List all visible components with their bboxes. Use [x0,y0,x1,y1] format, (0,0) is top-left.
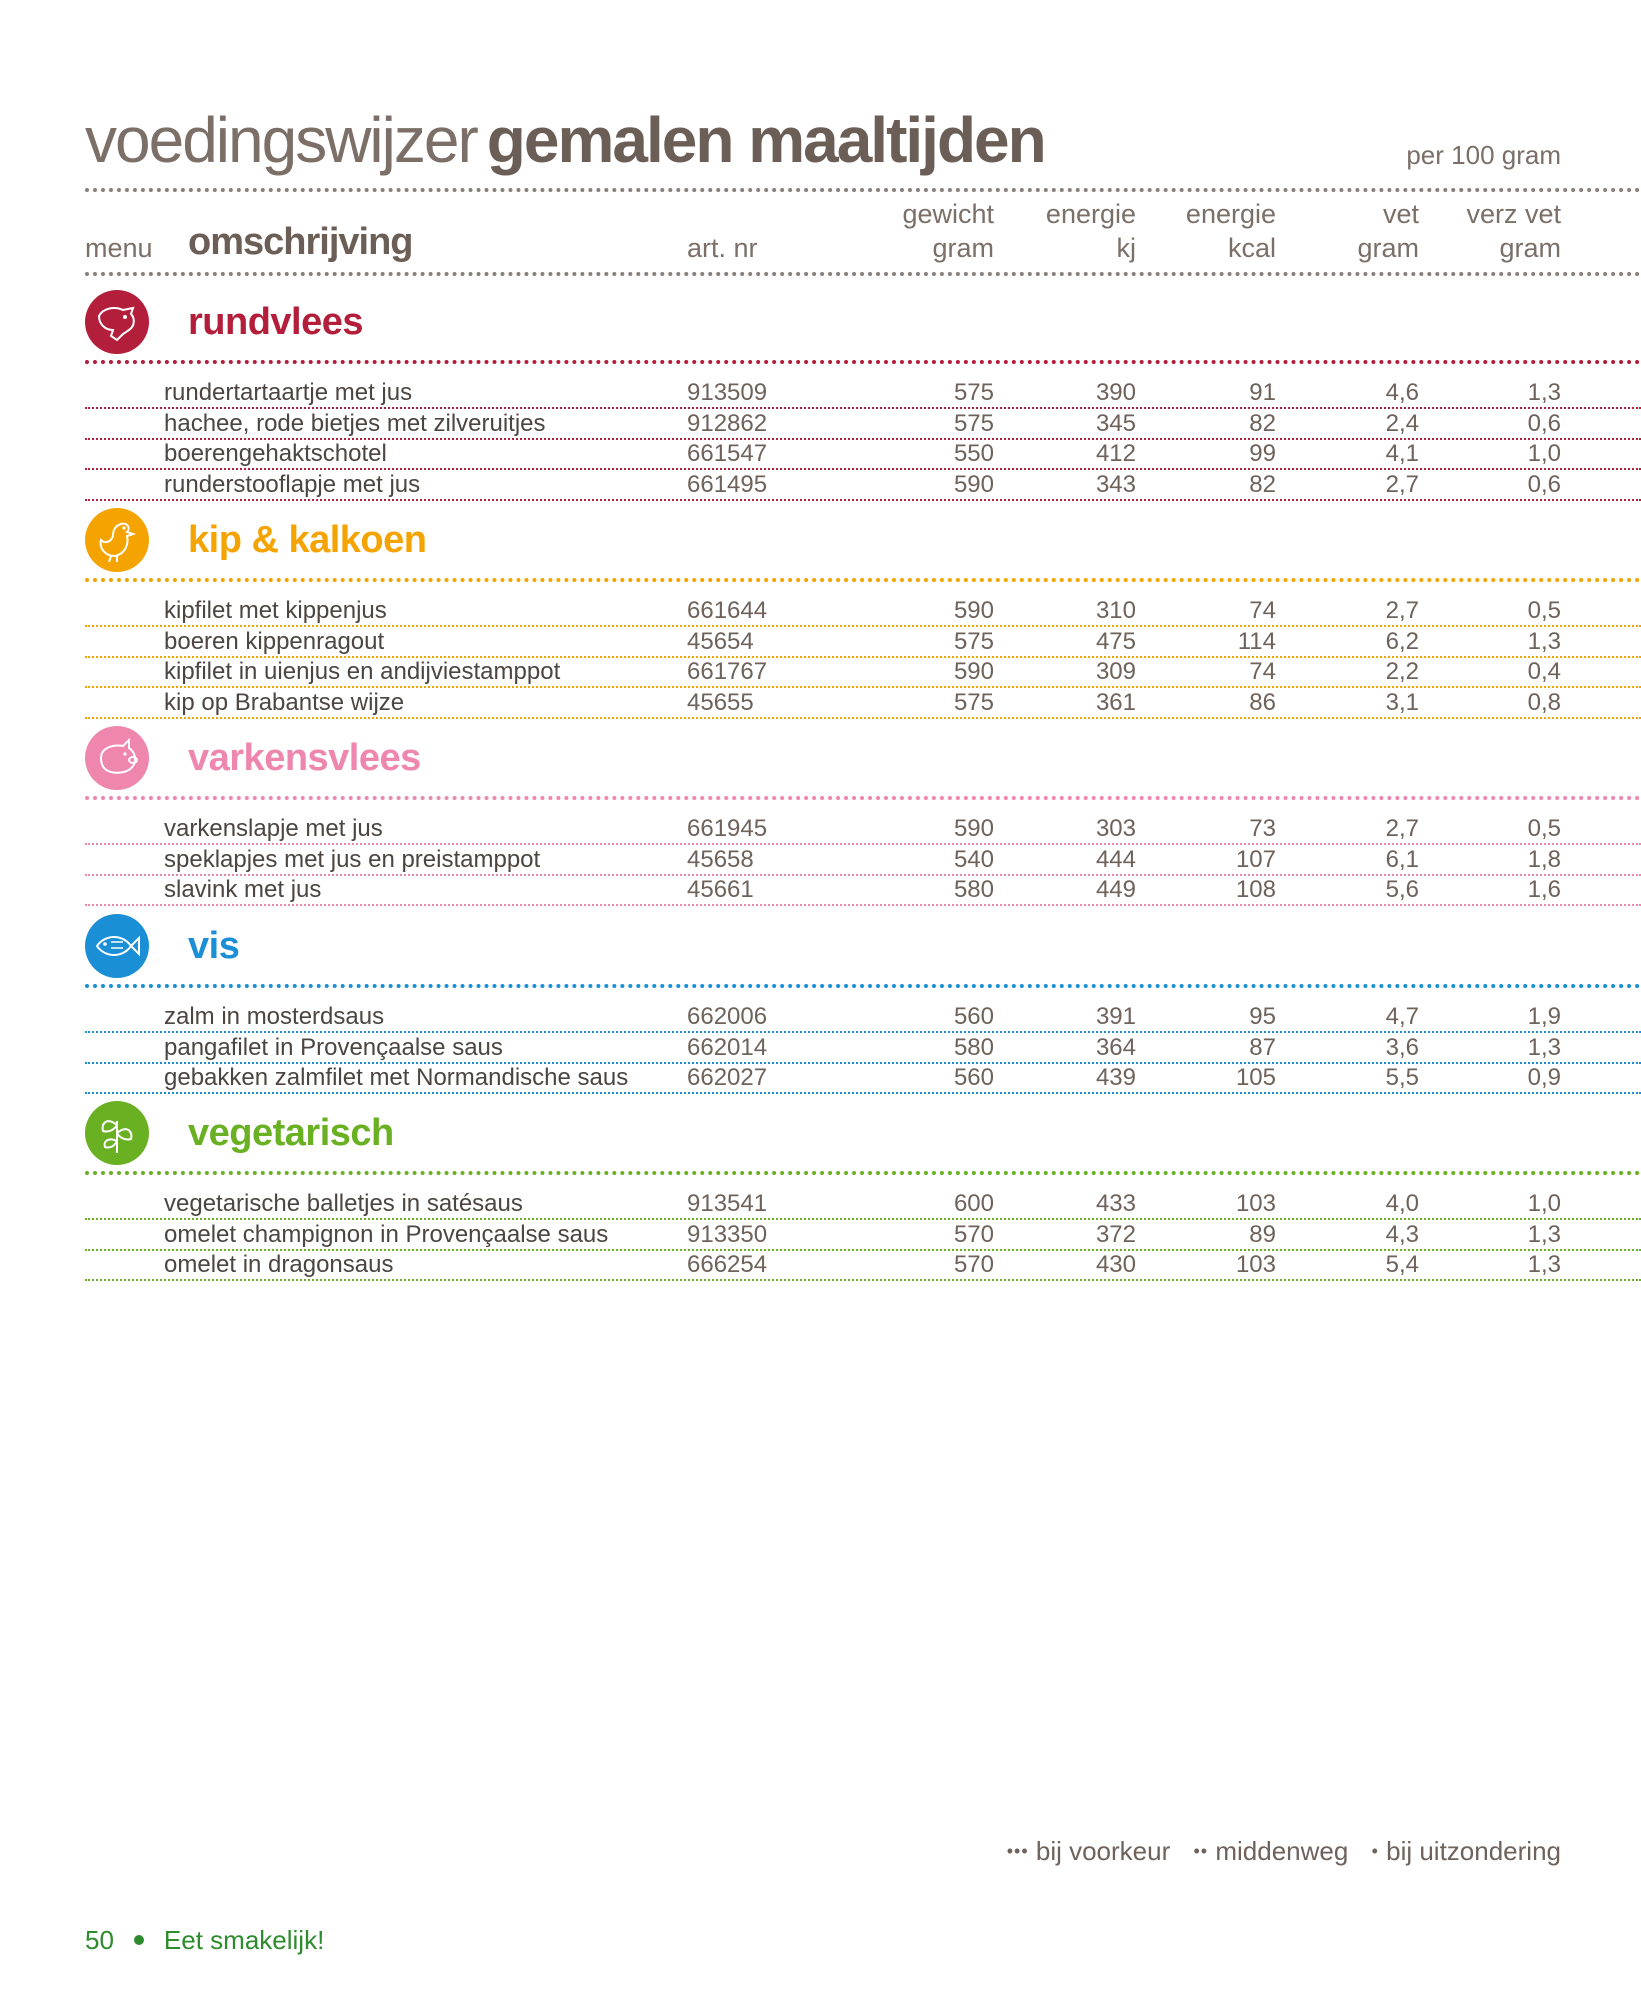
legend-dots-3: ••• [1006,1841,1029,1861]
legend-dots-2: •• [1193,1841,1209,1861]
section-rundvlees [0,290,1641,510]
energy-kcal: 114 [1237,627,1276,655]
table-row [0,814,1641,844]
fat-gram: 5,4 [1385,1251,1419,1278]
fat-gram: 5,5 [1385,1064,1419,1091]
weight-gram: 600 [953,1190,994,1217]
table-row [0,596,1641,626]
dish-name: vegetarische balletjes in satésaus [164,1190,523,1217]
weight-gram: 580 [953,1033,994,1061]
article-number: 662006 [687,1003,768,1030]
saturated-fat-gram: 0,6 [1527,470,1561,498]
fat-gram: 2,7 [1385,815,1419,842]
energy-kj: 361 [1095,688,1136,716]
section-divider [85,578,1641,582]
col-energie-kj-line1: energie [1045,199,1136,229]
page-footer [85,1925,324,1956]
dish-name: hachee, rode bietjes met zilveruitjes [164,409,546,437]
weight-gram: 560 [953,1064,994,1091]
col-art-nr: art. nr [687,233,758,263]
title-light: voedingswijzer [85,104,477,176]
energy-kj: 449 [1095,876,1136,903]
energy-kcal: 86 [1249,688,1276,716]
legend-label: bij uitzondering [1386,1836,1561,1866]
dish-name: boeren kippenragout [164,627,385,655]
weight-gram: 560 [953,1003,994,1030]
dish-name: varkenslapje met jus [164,815,383,842]
col-gewicht-line1: gewicht [902,199,994,229]
saturated-fat-gram: 1,8 [1527,845,1561,873]
table-row [0,688,1641,718]
saturated-fat-gram: 0,5 [1527,597,1561,624]
table-row [0,378,1641,408]
fat-gram: 2,7 [1385,597,1419,624]
saturated-fat-gram: 1,3 [1527,1033,1561,1061]
dish-name: kip op Brabantse wijze [164,688,405,716]
dish-name: gebakken zalmfilet met Normandische saus [164,1064,629,1091]
table-row [0,470,1641,500]
section-title: varkensvlees [188,737,421,779]
saturated-fat-gram: 1,3 [1527,379,1561,406]
col-energie-kj [1046,197,1136,265]
article-number: 661495 [687,470,768,498]
weight-gram: 590 [953,597,994,624]
energy-kcal: 95 [1249,1003,1276,1030]
vegetable-icon [85,1101,149,1165]
col-vet-line1: vet [1382,199,1419,229]
footer-bullet [134,1935,144,1945]
energy-kcal: 91 [1249,379,1276,406]
section-divider [85,360,1641,364]
dish-name: slavink met jus [164,876,322,903]
article-number: 666254 [687,1251,768,1278]
pig-icon [85,726,149,790]
col-gewicht-line2: gram [932,233,994,263]
col-energie-kcal [1186,197,1276,265]
saturated-fat-gram: 1,0 [1527,1190,1561,1217]
article-number: 45658 [687,845,754,873]
row-divider [85,717,1641,719]
saturated-fat-gram: 1,9 [1527,1003,1561,1030]
title-bold: gemalen maaltijden [486,104,1045,176]
section-vis [0,914,1641,1104]
dish-name: omelet in dragonsaus [164,1251,394,1278]
energy-kj: 439 [1095,1064,1136,1091]
col-verz-vet-line1: verz vet [1466,199,1561,229]
saturated-fat-gram: 0,4 [1527,658,1561,685]
table-row [0,627,1641,657]
col-menu: menu [85,233,153,263]
table-row [0,1250,1641,1280]
col-gewicht [902,197,994,265]
energy-kj: 412 [1095,440,1136,467]
dish-name: kipfilet in uienjus en andijviestamppot [164,658,561,685]
energy-kj: 364 [1095,1033,1136,1061]
footer-text: Eet smakelijk! [163,1925,325,1955]
legend-item-preferred [1007,1836,1171,1866]
energy-kcal: 74 [1249,658,1276,685]
row-divider [85,1092,1641,1094]
header-divider [85,272,1641,276]
weight-gram: 540 [953,845,994,873]
row-divider [85,1279,1641,1281]
dish-name: kipfilet met kippenjus [164,597,387,624]
energy-kj: 303 [1095,815,1136,842]
section-title: vis [188,925,240,967]
article-number: 661767 [687,658,768,685]
col-vet-line2: gram [1357,233,1419,263]
article-number: 912862 [687,409,768,437]
table-row [0,1033,1641,1063]
fat-gram: 4,1 [1385,440,1419,467]
dish-name: zalm in mosterdsaus [164,1003,385,1030]
fat-gram: 3,6 [1385,1033,1419,1061]
saturated-fat-gram: 0,5 [1527,815,1561,842]
saturated-fat-gram: 0,8 [1527,688,1561,716]
legend-item-exception [1372,1836,1561,1866]
saturated-fat-gram: 1,0 [1527,440,1561,467]
weight-gram: 575 [953,379,994,406]
dish-name: rundertartaartje met jus [164,379,413,406]
energy-kcal: 89 [1249,1220,1276,1248]
energy-kcal: 107 [1235,845,1276,873]
saturated-fat-gram: 0,9 [1527,1064,1561,1091]
col-energie-kcal-line2: kcal [1227,233,1276,263]
weight-gram: 575 [953,627,994,655]
fat-gram: 3,1 [1385,688,1419,716]
energy-kj: 391 [1095,1003,1136,1030]
section-kip-kalkoen [0,508,1641,728]
energy-kj: 309 [1095,658,1136,685]
weight-gram: 590 [953,658,994,685]
table-row [0,1002,1641,1032]
energy-kj: 345 [1095,409,1136,437]
fat-gram: 4,7 [1385,1003,1419,1030]
section-varkensvlees [0,726,1641,916]
page-number: 50 [85,1925,114,1955]
weight-gram: 590 [953,815,994,842]
article-number: 662027 [687,1064,768,1091]
row-divider [85,904,1641,906]
energy-kcal: 74 [1249,597,1276,624]
saturated-fat-gram: 1,3 [1527,627,1561,655]
fish-icon [85,914,149,978]
article-number: 45654 [687,627,754,655]
col-energie-kcal-line1: energie [1185,199,1276,229]
energy-kj: 343 [1095,470,1136,498]
weight-gram: 580 [953,876,994,903]
saturated-fat-gram: 0,6 [1527,409,1561,437]
energy-kcal: 99 [1249,440,1276,467]
weight-gram: 590 [953,470,994,498]
section-divider [85,796,1641,800]
table-row [0,845,1641,875]
energy-kj: 372 [1095,1220,1136,1248]
article-number: 913350 [687,1220,768,1248]
article-number: 913509 [687,379,768,406]
dish-name: omelet champignon in Provençaalse saus [164,1220,609,1248]
saturated-fat-gram: 1,3 [1527,1220,1561,1248]
fat-gram: 4,6 [1385,379,1419,406]
fat-gram: 2,2 [1385,658,1419,685]
energy-kj: 430 [1095,1251,1136,1278]
legend-item-middle [1194,1836,1349,1866]
article-number: 913541 [687,1190,768,1217]
fat-gram: 2,7 [1385,470,1419,498]
fat-gram: 4,3 [1385,1220,1419,1248]
energy-kj: 310 [1095,597,1136,624]
article-number: 661945 [687,815,768,842]
energy-kcal: 82 [1249,409,1276,437]
per-unit-label: per 100 gram [1406,140,1561,170]
section-divider [85,1171,1641,1175]
chicken-icon [85,508,149,572]
table-row [0,439,1641,469]
table-row [0,875,1641,905]
dish-name: boerengehaktschotel [164,440,387,467]
dish-name: speklapjes met jus en preistamppot [164,845,541,873]
energy-kj: 475 [1095,627,1136,655]
energy-kj: 433 [1095,1190,1136,1217]
row-divider [85,499,1641,501]
weight-gram: 575 [953,688,994,716]
table-row [0,1220,1641,1250]
cow-icon [85,290,149,354]
col-verz-vet [1466,197,1561,265]
legend-label: bij voorkeur [1035,1836,1171,1866]
legend-label: middenweg [1215,1836,1349,1866]
article-number: 661644 [687,597,768,624]
legend [991,1836,1561,1867]
saturated-fat-gram: 1,6 [1527,876,1561,903]
dish-name: runderstooflapje met jus [164,470,421,498]
energy-kcal: 105 [1235,1064,1276,1091]
col-omschrijving: omschrijving [188,221,413,263]
energy-kcal: 87 [1249,1033,1276,1061]
table-row [0,1189,1641,1219]
legend-dots-1: • [1371,1841,1379,1861]
table-row [0,409,1641,439]
section-title: vegetarisch [188,1112,394,1154]
article-number: 662014 [687,1033,768,1061]
section-title: rundvlees [188,301,364,343]
fat-gram: 4,0 [1385,1190,1419,1217]
table-row [0,1063,1641,1093]
weight-gram: 550 [953,440,994,467]
title-divider [85,188,1641,192]
col-energie-kj-line2: kj [1116,233,1136,263]
energy-kcal: 103 [1235,1251,1276,1278]
weight-gram: 570 [953,1220,994,1248]
section-title: kip & kalkoen [188,519,427,561]
saturated-fat-gram: 1,3 [1527,1251,1561,1278]
article-number: 45655 [687,688,754,716]
weight-gram: 570 [953,1251,994,1278]
table-row [0,657,1641,687]
col-vet [1357,197,1419,265]
section-vegetarisch [0,1101,1641,1291]
article-number: 45661 [687,876,754,903]
energy-kcal: 103 [1235,1190,1276,1217]
fat-gram: 2,4 [1385,409,1419,437]
col-verz-vet-line2: gram [1499,233,1561,263]
energy-kj: 390 [1095,379,1136,406]
energy-kcal: 82 [1249,470,1276,498]
section-divider [85,984,1641,988]
energy-kcal: 73 [1249,815,1276,842]
page-title [85,104,1045,176]
article-number: 661547 [687,440,768,467]
fat-gram: 6,1 [1385,845,1419,873]
fat-gram: 5,6 [1385,876,1419,903]
dish-name: pangafilet in Provençaalse saus [164,1033,503,1061]
fat-gram: 6,2 [1385,627,1419,655]
energy-kcal: 108 [1235,876,1276,903]
weight-gram: 575 [953,409,994,437]
energy-kj: 444 [1095,845,1136,873]
